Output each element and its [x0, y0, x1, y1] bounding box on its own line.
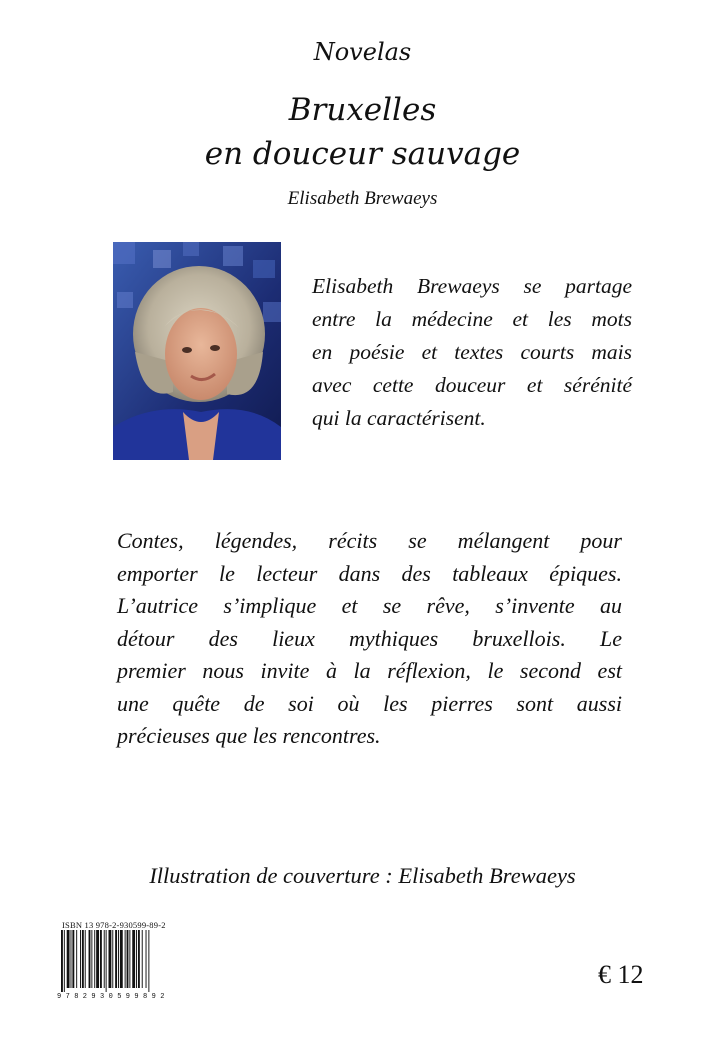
barcode-bar	[125, 930, 126, 988]
barcode-bar	[82, 930, 84, 988]
barcode-bar	[91, 930, 92, 988]
book-title-line-1: Bruxelles	[288, 92, 437, 128]
barcode-bar	[94, 930, 95, 988]
blurb-line: premier nous invite à la réflexion, le second est	[117, 658, 622, 683]
barcode-bar	[136, 930, 137, 988]
barcode-bar	[148, 930, 149, 992]
author-name: Elisabeth Brewaeys	[287, 188, 438, 209]
blurb-line: Contes, légendes, récits se mélangent pour	[117, 528, 622, 553]
blurb-line: emporter le lecteur dans des tableaux épiques.	[117, 560, 622, 586]
barcode-bar	[96, 930, 99, 988]
barcode-bar	[120, 930, 123, 988]
author-photo	[113, 242, 281, 460]
barcode-bar	[89, 930, 91, 988]
blurb-line: une quête de soi où les pierres sont aussi	[117, 690, 622, 716]
book-title-line-2: en douceur sauvage	[204, 136, 521, 172]
barcode-bar	[72, 930, 74, 988]
barcode-bar	[129, 930, 130, 988]
barcode-graphic	[59, 930, 189, 996]
barcode-bar	[104, 930, 105, 988]
barcode-bar	[112, 930, 113, 988]
barcode-bar	[132, 930, 135, 988]
blurb-line: précieuses que les rencontres.	[117, 723, 381, 748]
isbn-label: ISBN 13 978-2-930599-89-2	[62, 920, 166, 930]
barcode-bar	[106, 930, 107, 992]
barcode-bar	[118, 930, 119, 988]
blurb-line: L’autrice s’implique et se rêve, s’invente au	[117, 593, 622, 618]
barcode-bar	[146, 930, 147, 988]
author-bio	[312, 270, 632, 435]
blurb-line: détour des lieux mythiques bruxellois. Le	[117, 625, 622, 651]
cover-illustration-credit: Illustration de couverture : Elisabeth Brewaeys	[149, 863, 576, 888]
barcode-bar	[85, 930, 86, 988]
barcode-bar	[67, 930, 70, 988]
barcode-bar	[142, 930, 143, 988]
barcode-bar	[76, 930, 77, 988]
bio-line: avec cette douceur et sérénité	[312, 373, 632, 397]
barcode-bar	[80, 930, 81, 988]
barcode-bar	[100, 930, 102, 988]
barcode-bar	[127, 930, 129, 988]
author-portrait-image	[113, 242, 281, 460]
barcode-bar	[61, 930, 63, 992]
bio-line: qui la caractérisent.	[312, 406, 486, 430]
barcode-bar	[64, 930, 65, 992]
bio-line: Elisabeth Brewaeys se partage	[312, 274, 632, 298]
bio-line: en poésie et textes courts mais	[312, 340, 632, 364]
bio-line: entre la médecine et les mots	[312, 307, 632, 331]
price: € 12	[598, 960, 644, 989]
barcode-bar	[115, 930, 117, 988]
barcode-digits: 9782930599892	[57, 993, 169, 1001]
book-blurb	[117, 525, 622, 753]
series-name: Novelas	[313, 38, 412, 66]
barcode-bar	[71, 930, 72, 988]
barcode-bar	[109, 930, 112, 988]
barcode-bar	[138, 930, 140, 988]
